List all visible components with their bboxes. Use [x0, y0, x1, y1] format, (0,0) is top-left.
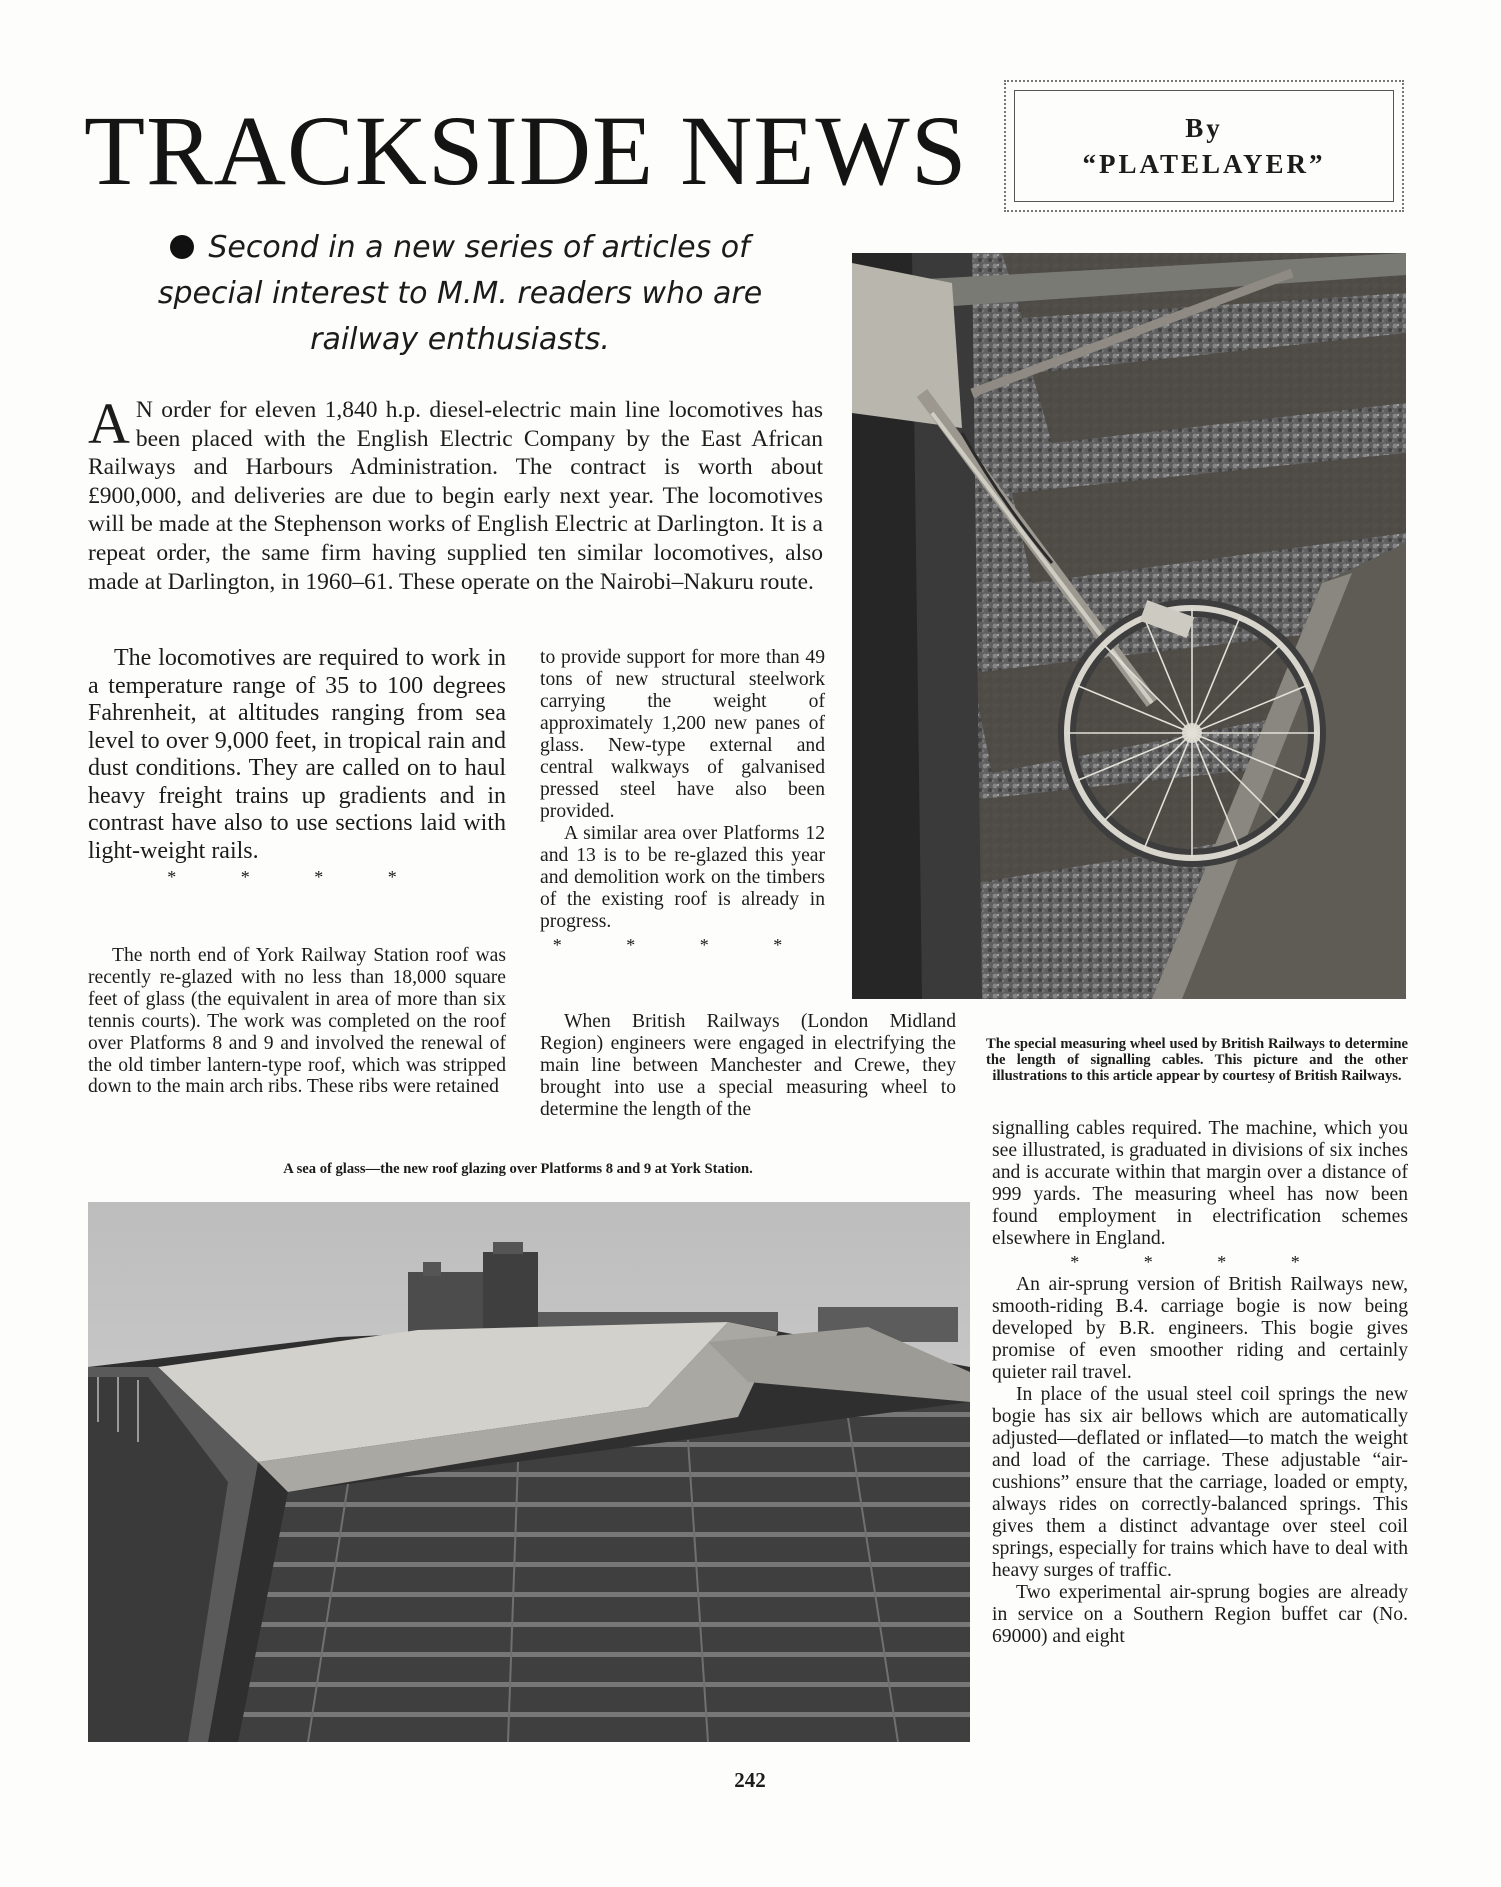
column-right: [992, 1118, 1408, 1648]
paragraph-air-bellows: In place of the usual steel coil springs the new bogie has six air bellows which are automatically adjusted—deflated or inflated—to match the weight and load of the carriage. These adjustable “air-cushions” ensure that the carriage, loaded or empty, always rides on correctly-balanced springs. This gives them a distinct advantage over steel coil springs, especially for trains which have to deal with heavy surges of traffic.: [992, 1384, 1408, 1581]
paragraph-steelwork: to provide support for more than 49 tons of new structural steelwork carrying the weight of approximately 1,200 new panes of glass. New-type external and central walkways of galvanised pressed steel have also been provided.: [540, 647, 825, 822]
paragraph-measuring-wheel: When British Railways (London Midland Region) engineers were engaged in electrifying the main line between Manchester and Crewe, they brought into use a special measuring wheel to determine the length of the: [540, 1011, 956, 1120]
standfirst-line-3: railway enthusiasts.: [310, 322, 610, 357]
page-number: 242: [734, 1768, 766, 1792]
column-middle-lower: [540, 1011, 956, 1121]
section-divider: * * * *: [167, 867, 427, 887]
standfirst: [120, 225, 800, 363]
column-left-lower: [88, 945, 506, 1098]
column-middle: [540, 647, 825, 957]
paragraph-platforms-12-13: A similar area over Platforms 12 and 13 is to be re-glazed this year and demolition work on the timbers of the existing roof is already in progress.: [540, 823, 825, 932]
caption-york-roof: A sea of glass—the new roof glazing over Platforms 8 and 9 at York Station.: [283, 1161, 753, 1177]
drop-cap: A: [88, 391, 130, 456]
paragraph-air-sprung-bogie: An air-sprung version of British Railways new, smooth-riding B.4. carriage bogie is now being developed by B.R. engineers. This bogie gives promise of even smoother riding and certainly quieter rail travel.: [992, 1274, 1408, 1383]
standfirst-line-2: special interest to M.M. readers who are: [157, 276, 763, 311]
paragraph-york-roof: The north end of York Railway Station roof was recently re-glazed with no less than 18,000 square feet of glass (the equivalent in area of more than six tennis courts). The work was completed on the roof over Platforms 8 and 9 and involved the renewal of the old timber lantern-type roof, which was stripped down to the main arch ribs. These ribs were retained: [88, 945, 506, 1098]
bullet-dot-icon: [170, 235, 194, 259]
byline-box: [1004, 80, 1404, 212]
lead-text: N order for eleven 1,840 h.p. diesel-electric main line locomotives has been placed with the English Electric Company by the East African Railways and Harbours Administration. The contract is worth about £900,000, and deliveries are due to begin early next year. The locomotives will be made at the Stephenson works of English Electric at Darlington. It is a repeat order, the same firm having supplied ten similar locomotives, also made at Darlington, in 1960–61. These operate on the Nairobi–Nakuru route.: [88, 397, 823, 595]
byline-by: By: [1185, 113, 1223, 143]
caption-measuring-wheel: The special measuring wheel used by British Railways to determine the length of signalling cables. This picture and the other illustrations to this article appear by courtesy of British Railways.: [986, 1036, 1408, 1084]
photo-measuring-wheel: [852, 253, 1406, 999]
section-divider: * * * *: [552, 935, 813, 955]
byline: [1014, 90, 1394, 202]
paragraph-signalling-cables: signalling cables required. The machine, which you see illustrated, is graduated in divisions of six inches and is accurate within that margin over a distance of 999 yards. The measuring wheel has now been found employment in electrification schemes elsewhere in England.: [992, 1118, 1408, 1249]
byline-author: “PLATELAYER”: [1082, 149, 1326, 179]
masthead-title: TRACKSIDE NEWS: [84, 95, 968, 206]
standfirst-line-1: Second in a new series of articles of: [208, 230, 750, 265]
section-divider: * * * *: [1070, 1252, 1330, 1272]
paragraph-experimental-bogies: Two experimental air-sprung bogies are already in service on a Southern Region buffet car (No. 69000) and eight: [992, 1582, 1408, 1647]
column-left-upper: [88, 645, 506, 889]
paragraph-locomotives: The locomotives are required to work in a temperature range of 35 to 100 degrees Fahrenheit, at altitudes ranging from sea level to over 9,000 feet, in tropical rain and dust conditions. They are called on to haul heavy freight trains up gradients and in contrast have also to use sections laid with light-weight rails.: [88, 645, 506, 864]
photo-york-roof: [88, 1202, 970, 1742]
lead-paragraph: [88, 391, 823, 596]
